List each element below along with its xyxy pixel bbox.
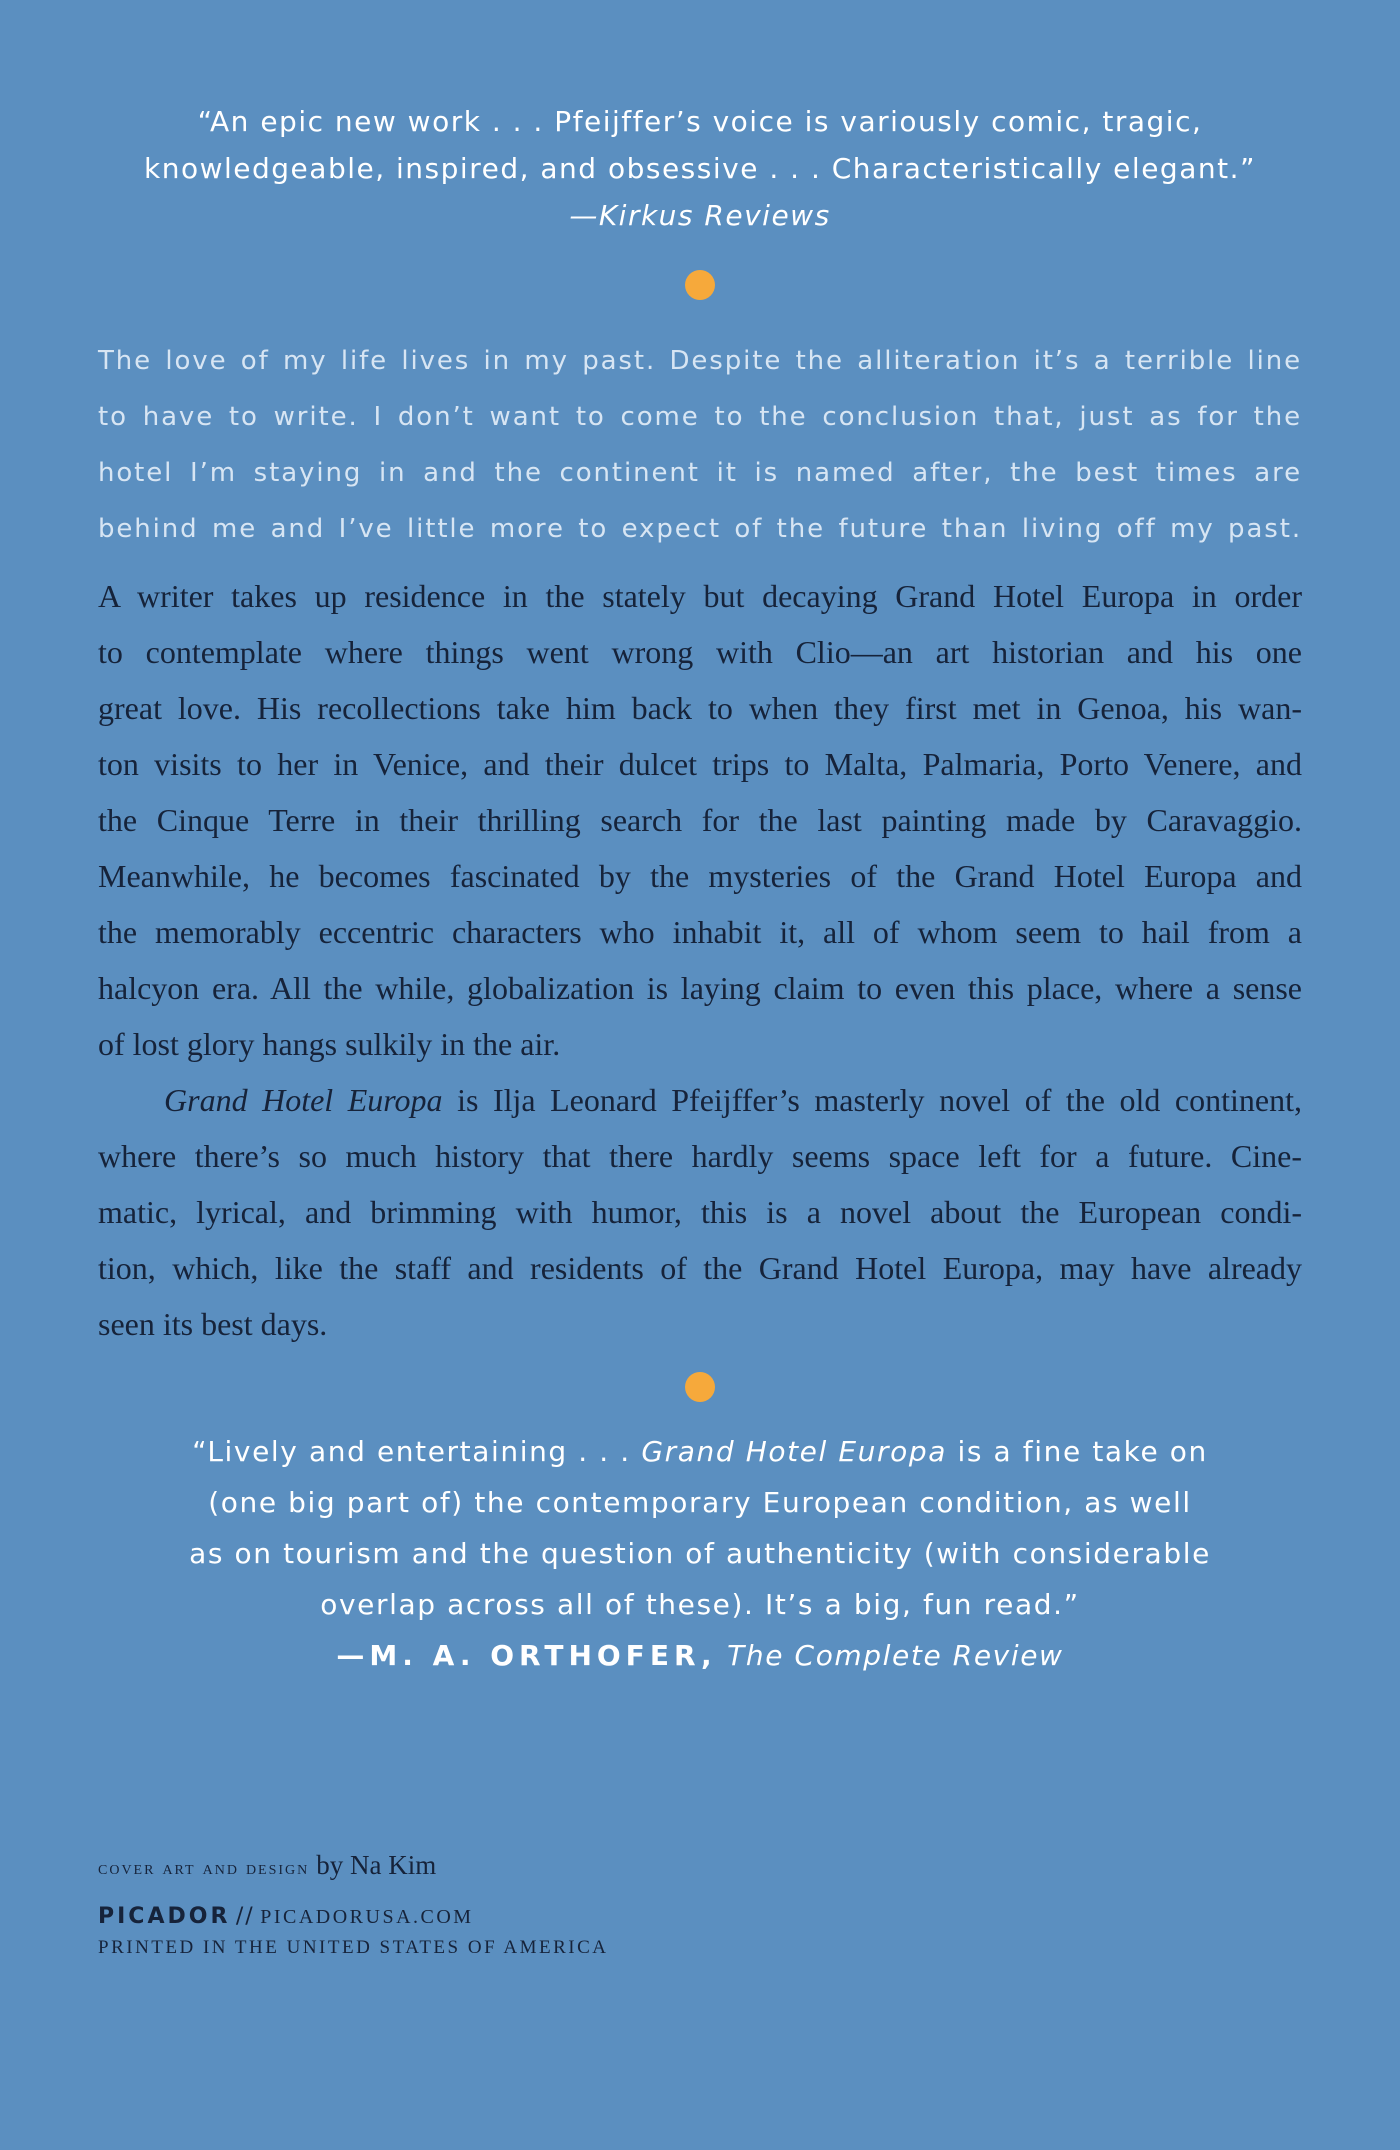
book-excerpt (98, 333, 1302, 557)
orange-dot-divider (685, 270, 715, 300)
bottom-review-quote (98, 1426, 1302, 1681)
publisher-line (98, 1903, 608, 1929)
reviewer-name: —M. A. ORTHOFER, (336, 1639, 717, 1672)
orange-dot-divider (685, 1372, 715, 1402)
top-quote-line: “An epic new work . . . Pfeijffer’s voice is variously comic, tragic, (197, 105, 1203, 138)
description-line: of lost glory hangs sulkily in the air. (98, 1026, 561, 1062)
description-line: the memorably eccentric characters who inhabit it, all of whom seem to hail from a (98, 914, 1302, 950)
top-quote-attribution: —Kirkus Reviews (569, 199, 831, 232)
description-text: is Ilja Leonard Pfeijffer’s masterly novel of the old continent, (442, 1082, 1302, 1118)
publisher-url: PICADORUSA.COM (260, 1906, 474, 1928)
cover-credit-label: cover art and design (98, 1857, 310, 1879)
excerpt-line: to have to write. I don’t want to come to the conclusion that, just as for the (98, 402, 1302, 432)
excerpt-line: hotel I’m staying in and the continent it is named after, the best times are (98, 458, 1302, 488)
description-line: great love. His recollections take him back to when they first met in Genoa, his wan- (98, 690, 1302, 726)
description-line: the Cinque Terre in their thrilling search for the last painting made by Caravaggio. (98, 802, 1302, 838)
book-title: Grand Hotel Europa (164, 1082, 443, 1118)
description-line: tion, which, like the staff and residents of the Grand Hotel Europa, may have already (98, 1250, 1302, 1286)
bottom-quote-line (98, 1426, 1302, 1477)
quote-text: is a fine take on (946, 1435, 1208, 1468)
description-line: A writer takes up residence in the stately but decaying Grand Hotel Europa in order (98, 578, 1302, 614)
bottom-quote-line: (one big part of) the contemporary European condition, as well (208, 1486, 1192, 1519)
quote-text: “Lively and entertaining . . . (192, 1435, 642, 1468)
description-line: where there’s so much history that there hardly seems space left for a future. Cine- (98, 1138, 1302, 1174)
excerpt-line: The love of my life lives in my past. Despite the alliteration it’s a terrible line (98, 346, 1302, 376)
publisher-name: PICADOR (98, 1904, 231, 1929)
description-line: halcyon era. All the while, globalization is laying claim to even this place, where a sense (98, 970, 1302, 1006)
cover-credit (98, 1850, 608, 1881)
cover-credit-designer: by Na Kim (316, 1850, 437, 1880)
bottom-quote-attribution (98, 1630, 1302, 1681)
description-line: seen its best days. (98, 1306, 328, 1342)
top-review-quote (70, 98, 1330, 239)
bottom-quote-line: overlap across all of these). It’s a big, fun read.” (320, 1588, 1080, 1621)
credits-block (98, 1850, 608, 1959)
book-title: Grand Hotel Europa (641, 1435, 947, 1468)
bottom-quote-line: as on tourism and the question of authenticity (with considerable (189, 1537, 1211, 1570)
review-source: The Complete Review (727, 1639, 1064, 1672)
printed-in: PRINTED IN THE UNITED STATES OF AMERICA (98, 1937, 609, 1958)
description-line: Meanwhile, he becomes fascinated by the mysteries of the Grand Hotel Europa and (98, 858, 1302, 894)
publisher-separator: // (235, 1904, 255, 1929)
top-quote-line: knowledgeable, inspired, and obsessive . . . Characteristically elegant.” (144, 152, 1256, 185)
description-line (98, 1072, 1302, 1128)
description-line: matic, lyrical, and brimming with humor, this is a novel about the European condi- (98, 1194, 1302, 1230)
book-description (98, 568, 1302, 1352)
excerpt-line: behind me and I’ve little more to expect of the future than living off my past. (98, 514, 1302, 544)
description-line: ton visits to her in Venice, and their dulcet trips to Malta, Palmaria, Porto Venere, and (98, 746, 1302, 782)
description-line: to contemplate where things went wrong with Clio—an art historian and his one (98, 634, 1302, 670)
